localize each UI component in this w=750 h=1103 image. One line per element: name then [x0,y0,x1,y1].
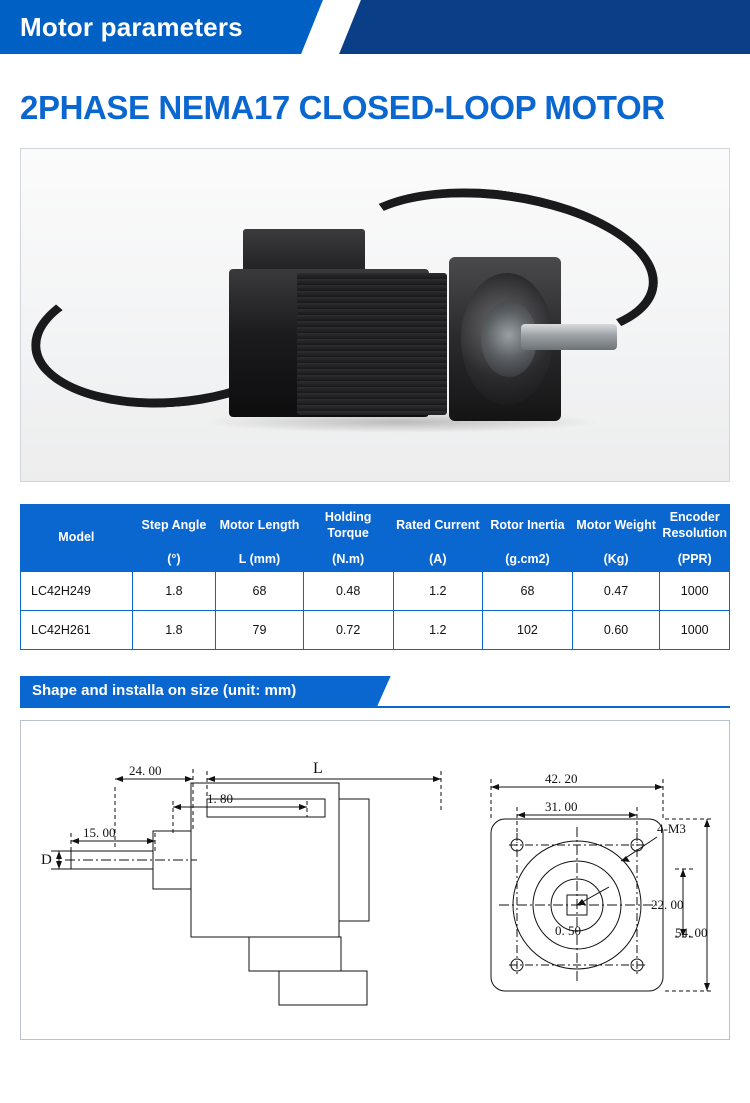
dim-label-24: 24. 00 [129,763,162,779]
dimension-drawing [21,721,729,1037]
page-title: 2PHASE NEMA17 CLOSED-LOOP MOTOR [20,89,665,126]
spec-header-model: Model [21,505,133,572]
cell-rated-current: 1.2 [393,572,483,611]
section-title: Shape and installa on size (unit: mm) [32,682,297,700]
spec-header-rotor-inertia: Rotor Inertia [483,505,573,547]
page-body [0,90,750,1040]
spec-header-motor-weight: Motor Weight [572,505,660,547]
dim-label-5400: 54. 00 [675,925,708,941]
dim-label-15: 15. 00 [83,825,116,841]
cell-holding-torque: 0.72 [303,611,393,650]
cell-encoder-resolution: 1000 [660,572,730,611]
table-row [21,572,730,611]
spec-unit-motor-weight: (Kg) [572,547,660,572]
spec-table-header-row [21,505,730,547]
dim-label-3100: 31. 00 [545,799,578,815]
dim-label-D: D [41,852,52,869]
spec-unit-rated-current: (A) [393,547,483,572]
banner-title: Motor parameters [20,12,243,42]
spec-header-encoder-resolution: Encoder Resolution [660,505,730,547]
side-lower-block-1 [249,937,341,971]
cell-motor-weight: 0.47 [572,572,660,611]
side-encoder-cap [339,799,369,921]
dim-label-4m3: 4-M3 [657,821,686,837]
cell-step-angle: 1.8 [132,611,216,650]
dim-label-2200: 22. 00 [651,897,684,913]
banner-slant-dark [339,0,750,54]
spec-table-head [21,505,730,572]
motor-stator-body [297,273,447,415]
section-header-bar [20,676,730,706]
cell-step-angle: 1.8 [132,572,216,611]
spec-unit-holding-torque: (N.m) [303,547,393,572]
cell-holding-torque: 0.48 [303,572,393,611]
dim-label-180: 1. 80 [207,791,233,807]
spec-header-motor-length: Motor Length [216,505,304,547]
dim-label-L: L [313,760,323,778]
spec-unit-step-angle: (°) [132,547,216,572]
specification-table [20,504,730,650]
cell-rated-current: 1.2 [393,611,483,650]
dimension-drawing-panel [20,720,730,1040]
cell-motor-weight: 0.60 [572,611,660,650]
spec-header-holding-torque: Holding Torque [303,505,393,547]
photo-background [21,149,729,481]
table-row [21,611,730,650]
section-underline [20,706,730,708]
spec-unit-motor-length: L (mm) [216,547,304,572]
motor-shaft [521,324,617,350]
cell-rotor-inertia: 102 [483,611,573,650]
spec-unit-encoder-resolution: (PPR) [660,547,730,572]
cell-encoder-resolution: 1000 [660,611,730,650]
cell-model: LC42H249 [21,572,133,611]
cell-motor-length: 79 [216,611,304,650]
spec-header-step-angle: Step Angle [132,505,216,547]
product-photo [20,148,730,482]
top-banner [0,0,750,54]
cell-rotor-inertia: 68 [483,572,573,611]
spec-table-body [21,572,730,650]
spec-unit-rotor-inertia: (g.cm2) [483,547,573,572]
cell-motor-length: 68 [216,572,304,611]
side-lower-block-2 [279,971,367,1005]
spec-header-rated-current: Rated Current [393,505,483,547]
dim-label-050: 0. 50 [555,923,581,939]
side-main-body [191,783,339,937]
cell-model: LC42H261 [21,611,133,650]
dim-label-4220: 42. 20 [545,771,578,787]
